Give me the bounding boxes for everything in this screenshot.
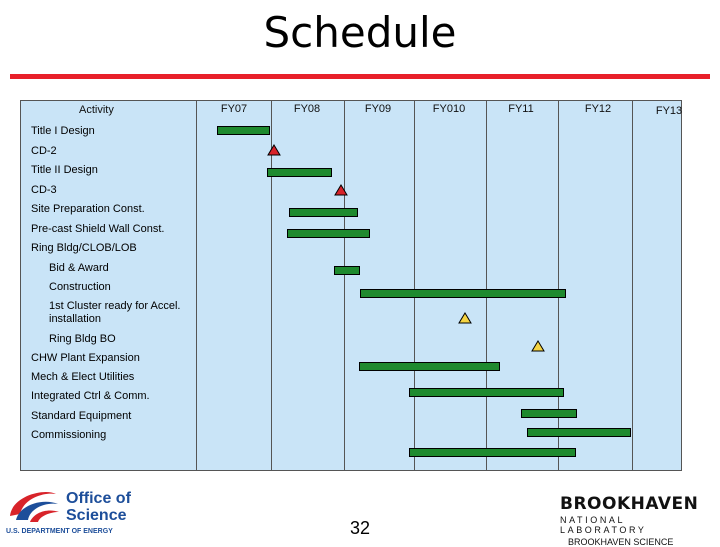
milestone-cluster-ready-icon [458, 312, 472, 324]
brookhaven-logo [560, 494, 716, 547]
activity-label: Ring Bldg BO [49, 333, 116, 345]
fy-header: FY010 [432, 103, 466, 115]
gridline [414, 101, 415, 470]
milestone-cd3-icon [334, 184, 348, 196]
activity-label: Pre-cast Shield Wall Const. [31, 223, 165, 235]
schedule-bar-standard-equipment [527, 428, 631, 437]
activity-label: CD-2 [31, 145, 57, 157]
schedule-bar-integrated-ctrl [521, 409, 577, 418]
gridline [344, 101, 345, 470]
activity-label: CHW Plant Expansion [31, 352, 140, 364]
activity-label: Title I Design [31, 125, 95, 137]
milestone-ring-bldg-bo-icon [531, 340, 545, 352]
schedule-bar-site-preparation [289, 208, 358, 217]
office-of-science-logo [4, 486, 154, 541]
gridline [486, 101, 487, 470]
activity-label: Title II Design [31, 164, 98, 176]
svg-text:U.S. DEPARTMENT OF ENERGY: U.S. DEPARTMENT OF ENERGY [6, 528, 113, 535]
svg-text:Science: Science [66, 507, 127, 524]
schedule-bar-chw-plant [359, 362, 500, 371]
brookhaven-subtitle: NATIONAL LABORATORY [560, 515, 647, 535]
activity-label: CD-3 [31, 184, 57, 196]
fy-header: FY08 [293, 103, 321, 115]
activity-label: Bid & Award [49, 262, 109, 274]
gridline [632, 101, 633, 470]
fy-header: FY09 [364, 103, 392, 115]
activity-label: Construction [49, 281, 111, 293]
schedule-bar-commissioning [409, 448, 576, 457]
page-title: Schedule [263, 8, 457, 57]
fy-header: FY11 [508, 103, 534, 115]
activity-label: Standard Equipment [31, 410, 132, 422]
brookhaven-associates: BROOKHAVEN SCIENCE [568, 537, 674, 547]
activity-label: Integrated Ctrl & Comm. [31, 390, 150, 402]
fy-header: FY07 [220, 103, 248, 115]
gridline [196, 101, 197, 470]
milestone-cd2-icon [267, 144, 281, 156]
activity-column-header: Activity [79, 104, 114, 116]
gantt-chart [20, 100, 682, 471]
svg-text:Office of: Office of [66, 490, 131, 507]
fy-header: FY13 [655, 105, 683, 117]
schedule-bar-mech-elect [409, 388, 564, 397]
activity-label: Mech & Elect Utilities [31, 371, 135, 383]
schedule-bar-construction [360, 289, 566, 298]
activity-label: Commissioning [31, 429, 107, 441]
schedule-bar-title-ii-design [267, 168, 332, 177]
schedule-bar-bid-award [334, 266, 360, 275]
activity-label: Site Preparation Const. [31, 203, 145, 215]
schedule-bar-shield-wall [287, 229, 370, 238]
brookhaven-name: BROOKHAVEN [560, 494, 699, 514]
page-number: 32 [349, 518, 371, 538]
schedule-bar-title-i-design [217, 126, 270, 135]
title-underline [10, 74, 710, 79]
fy-header: FY12 [584, 103, 612, 115]
activity-label: Ring Bldg/CLOB/LOB [31, 242, 137, 254]
activity-label: 1st Cluster ready for Accel. installation [49, 300, 181, 325]
gridline [271, 101, 272, 470]
